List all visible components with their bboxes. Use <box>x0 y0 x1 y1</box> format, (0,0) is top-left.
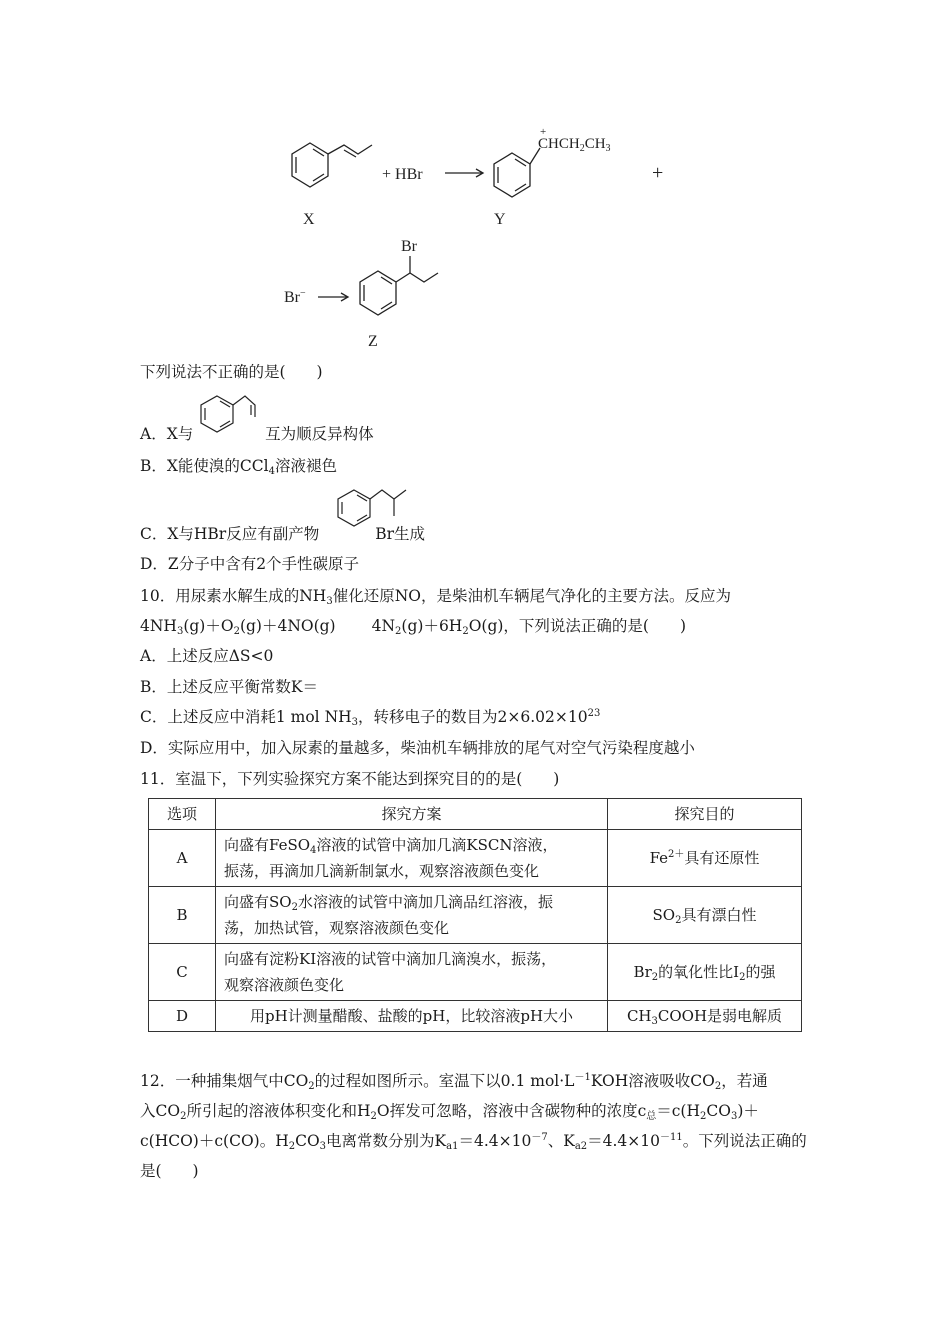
q10-line-1: 10．用尿素水解生成的$NH_3$催化还原NO，是柴油机车辆尾气净化的主要方法。反应为 <box>140 587 731 607</box>
row-goal: $CH_3COOH$是弱电解质 <box>608 1001 802 1032</box>
q10-option-d: D．实际应用中，加入尿素的量越多，柴油机车辆排放的尾气对空气污染程度越小 <box>140 739 695 757</box>
q11-table <box>148 798 802 1032</box>
plus-hbr: + HBr <box>382 166 423 183</box>
y-chain: $CHCH_2CH_3$ <box>538 136 611 154</box>
q12-line-1: 12．一种捕集烟气中$CO_2$的过程如图所示。室温下以0.1 $mol\cdot L^{-1}KOH$溶液吸收$CO_2$，若通 <box>140 1072 768 1092</box>
q10-option-b: B．上述反应平衡常数K＝ <box>140 678 318 696</box>
q9-option-b: B．X能使溴的CCl$_4$溶液褪色 <box>140 457 337 477</box>
cis-isomer-structure <box>195 392 265 440</box>
table-row <box>149 1001 802 1032</box>
header-goal: 探究目的 <box>608 799 802 830</box>
table-row <box>149 887 802 944</box>
table-row <box>149 830 802 887</box>
header-option: 选项 <box>149 799 216 830</box>
q9-option-a: A．X与 互为顺反异构体 <box>140 425 374 443</box>
benzene-ring-x <box>292 143 372 187</box>
benzene-ring-y <box>494 148 540 197</box>
label-y: Y <box>494 211 506 228</box>
label-z: Z <box>368 333 378 350</box>
row-goal: $Br_2$的氧化性比$I_2$的强 <box>608 944 802 1001</box>
header-plan: 探究方案 <box>216 799 608 830</box>
q10-option-a: A．上述反应ΔS<0 <box>140 647 274 665</box>
row-plan: 向盛有淀粉KI溶液的试管中滴加几滴溴水，振荡， 观察溶液颜色变化 <box>216 944 608 1001</box>
br-minus: Br− <box>284 288 306 306</box>
row-option: D <box>149 1001 216 1032</box>
table-header-row <box>149 799 802 830</box>
plus-2: + <box>652 162 664 184</box>
row-option: A <box>149 830 216 887</box>
reaction-scheme <box>0 0 950 360</box>
q10-option-c: C．上述反应中消耗1 mol $NH_3$，转移电子的数目为$2\times 6.02\times 10^{23}$ <box>140 708 601 728</box>
row-plan: 向盛有$SO_2$水溶液的试管中滴加几滴品红溶液，振 荡，加热试管，观察溶液颜色变化 <box>216 887 608 944</box>
q12-line-4: 是( ) <box>140 1162 199 1180</box>
row-plan: 用pH计测量醋酸、盐酸的pH，比较溶液pH大小 <box>216 1001 608 1032</box>
label-x: X <box>303 211 315 228</box>
y-plus-sign: + <box>540 126 547 138</box>
q9-stem: 下列说法不正确的是( ) <box>140 363 323 381</box>
q12-line-2: 入$CO_2$所引起的溶液体积变化和$H_2O$挥发可忽略，溶液中含碳物种的浓度$c_总=c(H_2CO_3)+$ <box>140 1102 759 1122</box>
row-goal: $Fe^{2+}$具有还原性 <box>608 830 802 887</box>
z-br: Br <box>401 238 417 255</box>
row-option: B <box>149 887 216 944</box>
benzene-ring-z <box>360 256 438 315</box>
q10-line-2: $4NH_3(g)+O_2(g)+4NO(g)$ $4N_2(g)+6H_2O(g)$，下列说法正确的是( ) <box>140 617 687 637</box>
q9-option-c: C．X与HBr反应有副产物 Br生成 <box>140 525 426 543</box>
q11-stem: 11．室温下，下列实验探究方案不能达到探究目的的是( ) <box>140 770 560 788</box>
row-option: C <box>149 944 216 1001</box>
row-goal: $SO_2$具有漂白性 <box>608 887 802 944</box>
q12-line-3: c(HCO)＋c(CO)。$H_2CO_3$电离常数分别为$K_{a1}=4.4\times 10^{-7}$、$K_{a2}=4.4\times 10^{-11}$。下列说法正确的 <box>140 1132 807 1152</box>
q9-option-d: D．Z分子中含有2个手性碳原子 <box>140 555 360 573</box>
table-row <box>149 944 802 1001</box>
row-plan: 向盛有FeSO$_4$溶液的试管中滴加几滴KSCN溶液， 振荡，再滴加几滴新制氯水，观察溶液颜色变化 <box>216 830 608 887</box>
